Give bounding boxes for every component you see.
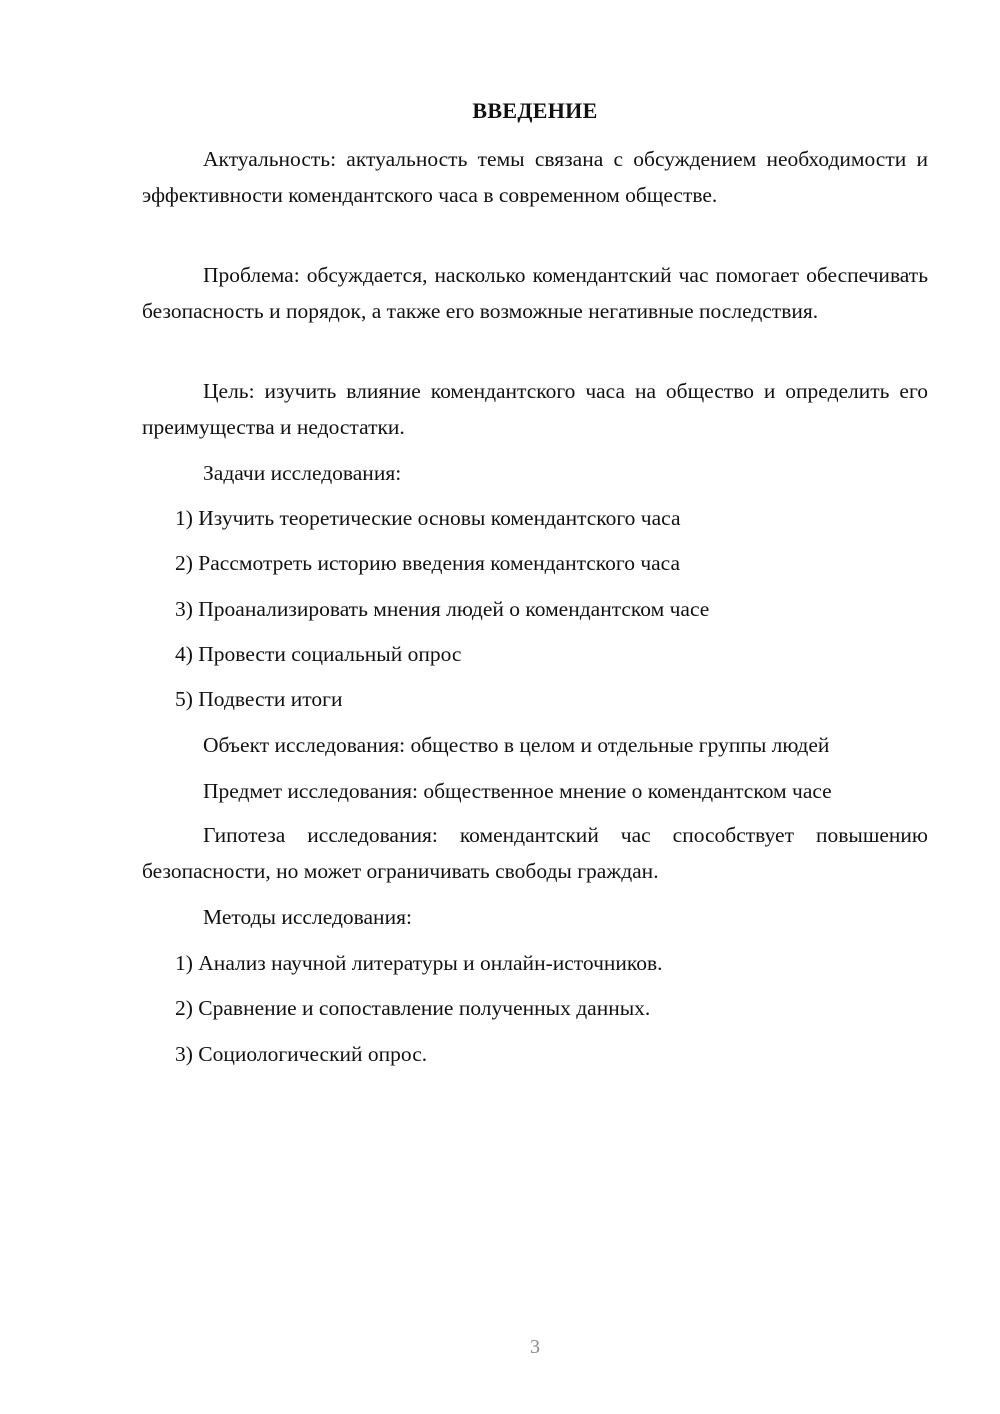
relevance-paragraph: Актуальность: актуальность темы связана с обсуждением необходимости и эффективности комендантского часа в современном обществе. bbox=[142, 147, 928, 207]
goal-paragraph: Цель: изучить влияние комендантского часа на общество и определить его преимущества и недостатки. bbox=[142, 379, 928, 439]
method-item-1: 1) Анализ научной литературы и онлайн-источников. bbox=[175, 951, 663, 975]
object-line: Объект исследования: общество в целом и отдельные группы людей bbox=[203, 733, 830, 757]
task-item-3: 3) Проанализировать мнения людей о комендантском часе bbox=[175, 597, 710, 621]
problem-paragraph: Проблема: обсуждается, насколько комендантский час помогает обеспечивать безопасность и порядок, а также его возможные негативные последствия. bbox=[142, 263, 928, 323]
task-item-4: 4) Провести социальный опрос bbox=[175, 642, 462, 666]
subject-line: Предмет исследования: общественное мнение о комендантском часе bbox=[203, 779, 832, 803]
task-item-2: 2) Рассмотреть историю введения комендантского часа bbox=[175, 551, 681, 575]
task-item-5: 5) Подвести итоги bbox=[175, 687, 343, 711]
method-item-2: 2) Сравнение и сопоставление полученных данных. bbox=[175, 996, 651, 1020]
tasks-heading: Задачи исследования: bbox=[203, 461, 402, 485]
hypothesis-paragraph: Гипотеза исследования: комендантский час способствует повышению безопасности, но может ограничивать свободы граждан. bbox=[142, 823, 928, 883]
page-number: 3 bbox=[530, 1336, 540, 1358]
page-title: ВВЕДЕНИЕ bbox=[472, 98, 598, 123]
method-item-3: 3) Социологический опрос. bbox=[175, 1042, 428, 1066]
methods-heading: Методы исследования: bbox=[203, 905, 412, 929]
task-item-1: 1) Изучить теоретические основы комендантского часа bbox=[175, 506, 681, 530]
